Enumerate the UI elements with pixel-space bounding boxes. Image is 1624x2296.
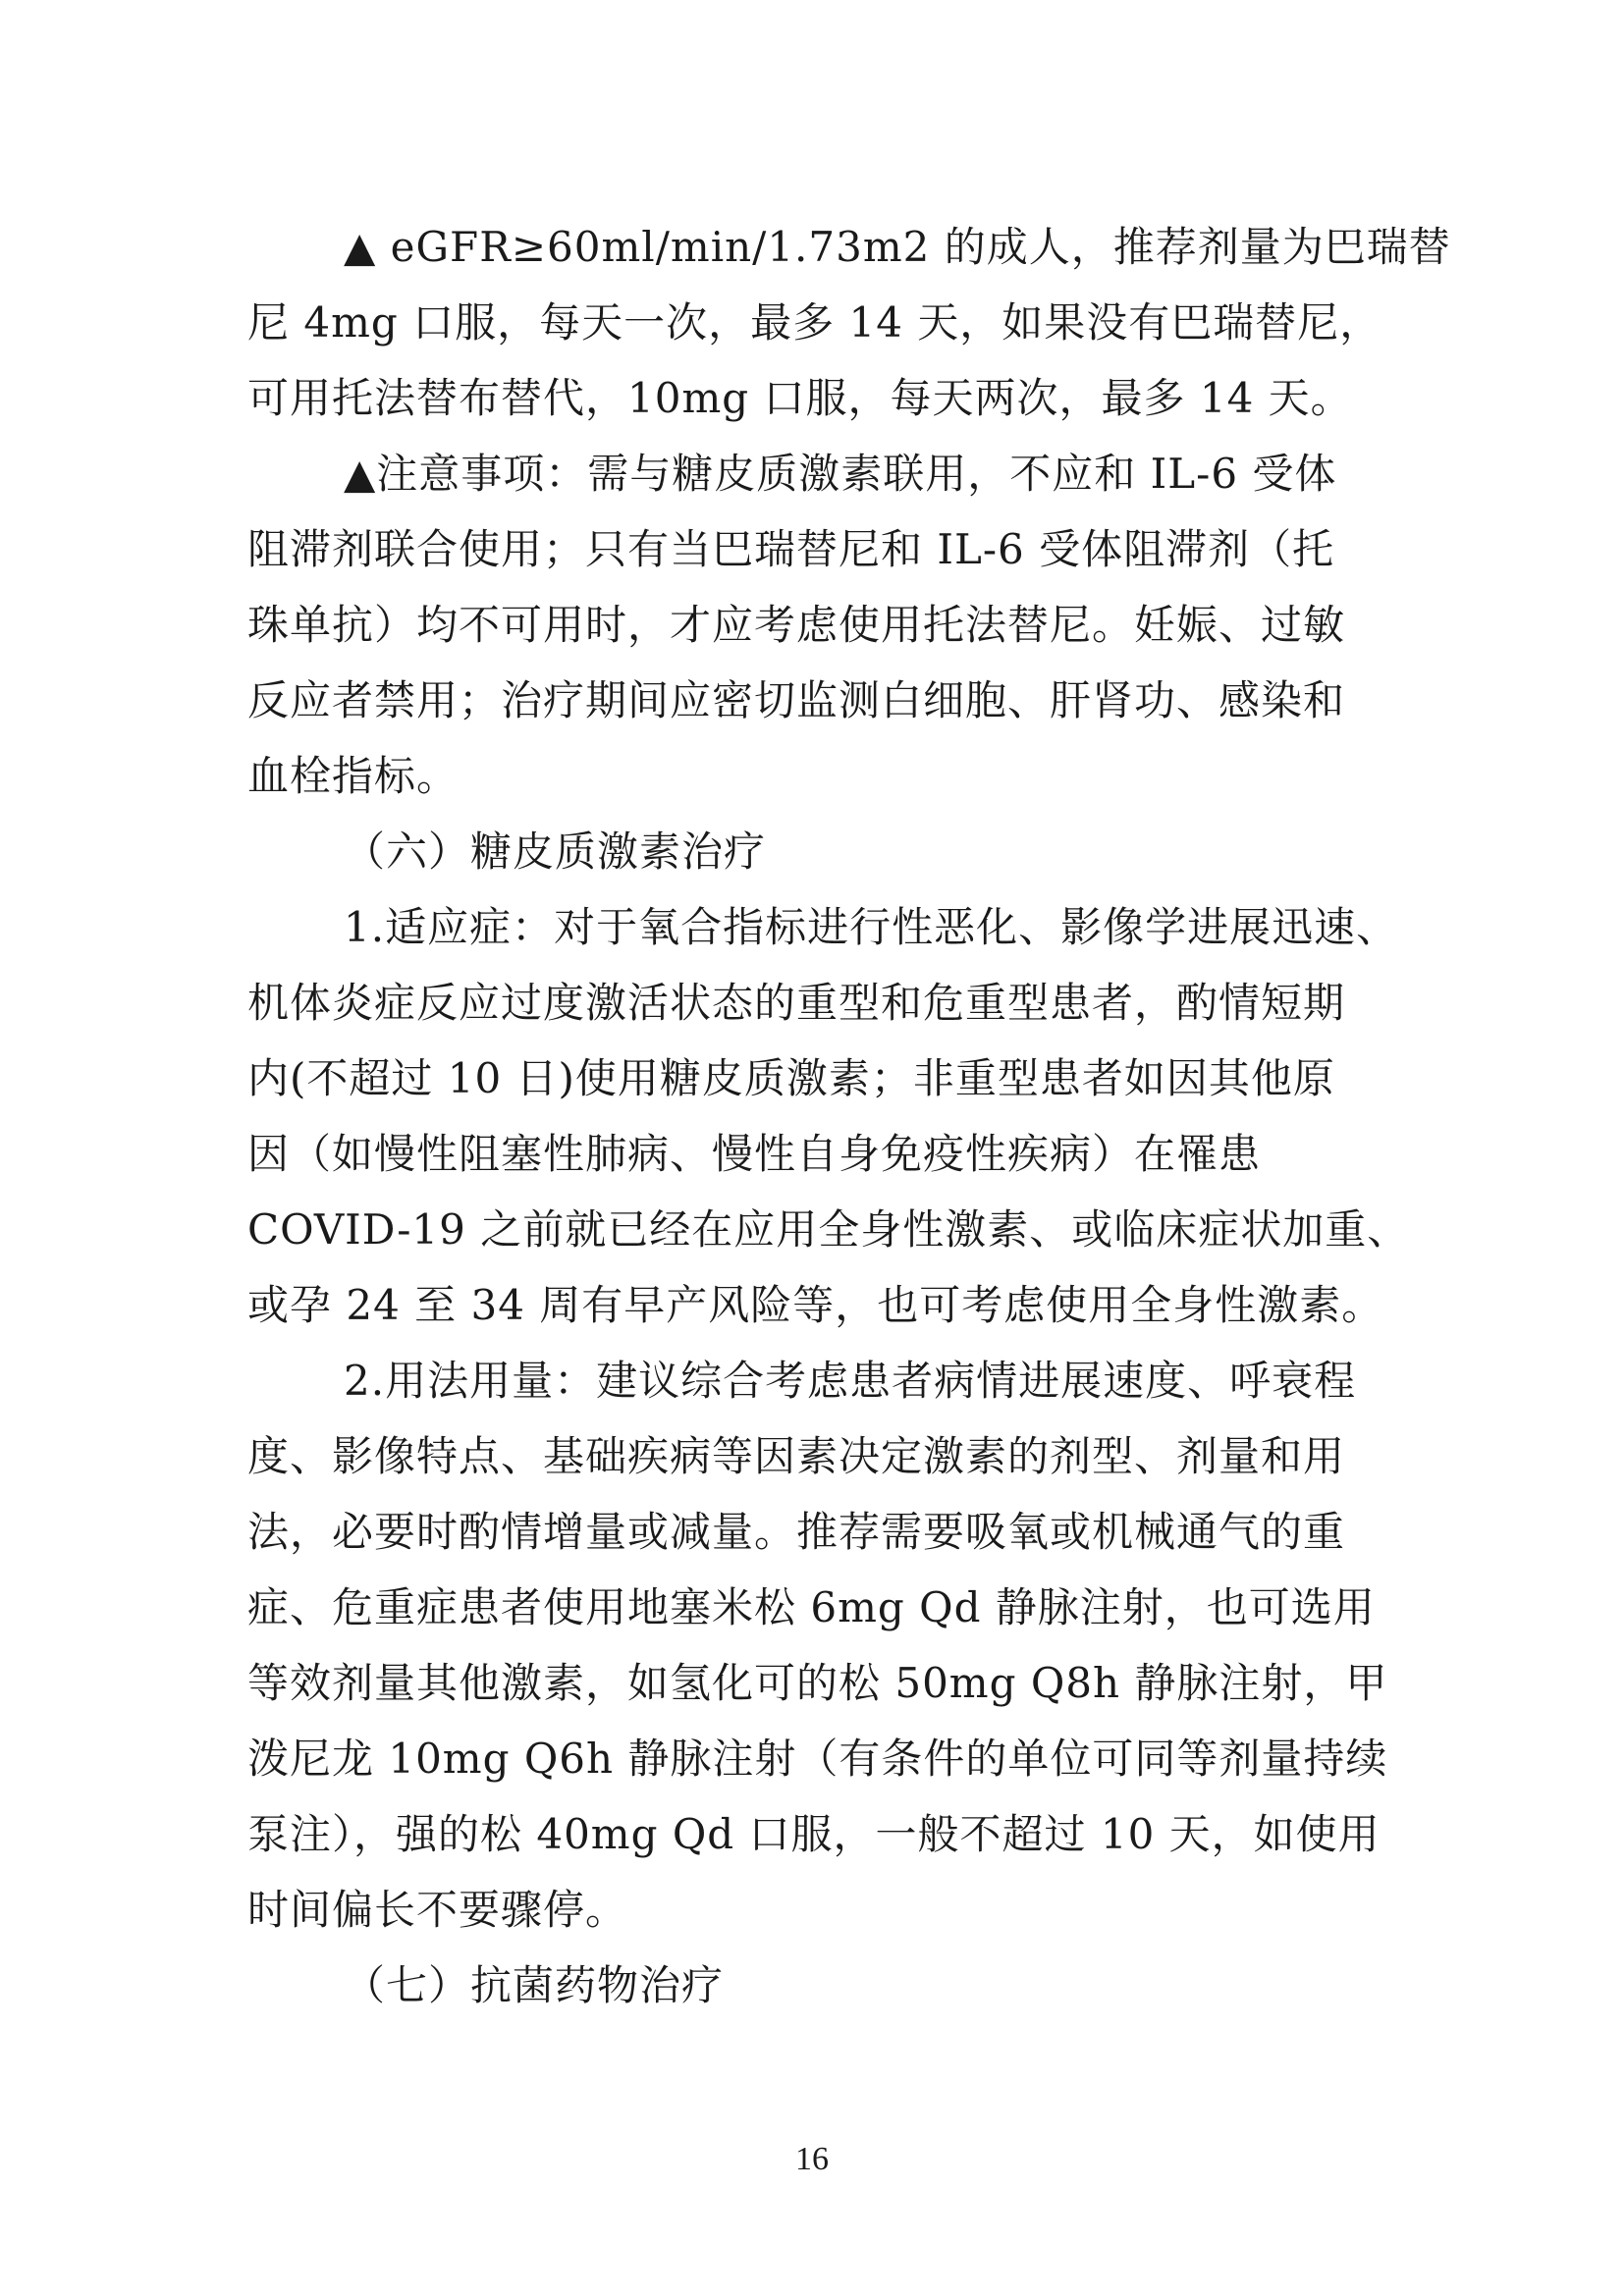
paragraph-line: ▲ eGFR≥60ml/min/1.73m2 的成人，推荐剂量为巴瑞替 (344, 223, 1451, 271)
paragraph-line: 度、影像特点、基础疾病等因素决定激素的剂型、剂量和用 (247, 1432, 1346, 1480)
section-heading: （六）糖皮质激素治疗 (344, 828, 767, 876)
paragraph-line: 症、危重症患者使用地塞米松 6mg Qd 静脉注射，也可选用 (247, 1583, 1376, 1631)
paragraph-line: 时间偏长不要骤停。 (247, 1886, 628, 1934)
paragraph-line: 阻滞剂联合使用；只有当巴瑞替尼和 IL-6 受体阻滞剂（托 (247, 525, 1335, 573)
paragraph-line: 血栓指标。 (247, 752, 460, 800)
paragraph-line: 等效剂量其他激素，如氢化可的松 50mg Q8h 静脉注射，甲 (247, 1659, 1388, 1707)
section-heading: （七）抗菌药物治疗 (344, 1961, 725, 2009)
paragraph-line: COVID-19 之前就已经在应用全身性激素、或临床症状加重、 (247, 1205, 1410, 1254)
paragraph-line: 法，必要时酌情增量或减量。推荐需要吸氧或机械通气的重 (247, 1508, 1346, 1556)
page-number: 16 (795, 2141, 829, 2177)
paragraph-line: 反应者禁用；治疗期间应密切监测白细胞、肝肾功、感染和 (247, 676, 1346, 724)
paragraph-line: 机体炎症反应过度激活状态的重型和危重型患者，酌情短期 (247, 979, 1346, 1027)
paragraph-line: ▲注意事项：需与糖皮质激素联用，不应和 IL-6 受体 (344, 450, 1337, 498)
paragraph-line: 可用托法替布替代，10mg 口服，每天两次，最多 14 天。 (247, 374, 1353, 422)
paragraph-line: 因（如慢性阻塞性肺病、慢性自身免疫性疾病）在罹患 (247, 1130, 1262, 1178)
paragraph-line: 2.用法用量：建议综合考虑患者病情进展速度、呼衰程 (344, 1357, 1357, 1405)
paragraph-line: 尼 4mg 口服，每天一次，最多 14 天，如果没有巴瑞替尼， (247, 298, 1382, 347)
paragraph-line: 泼尼龙 10mg Q6h 静脉注射（有条件的单位可同等剂量持续 (247, 1735, 1388, 1783)
paragraph-line: 泵注），强的松 40mg Qd 口服，一般不超过 10 天，如使用 (247, 1810, 1380, 1858)
paragraph-line: 或孕 24 至 34 周有早产风险等，也可考虑使用全身性激素。 (247, 1281, 1384, 1329)
paragraph-line: 1.适应症：对于氧合指标进行性恶化、影像学进展迅速、 (344, 903, 1399, 951)
paragraph-line: 内(不超过 10 日)使用糖皮质激素；非重型患者如因其他原 (247, 1054, 1335, 1102)
paragraph-line: 珠单抗）均不可用时，才应考虑使用托法替尼。妊娠、过敏 (247, 601, 1346, 649)
